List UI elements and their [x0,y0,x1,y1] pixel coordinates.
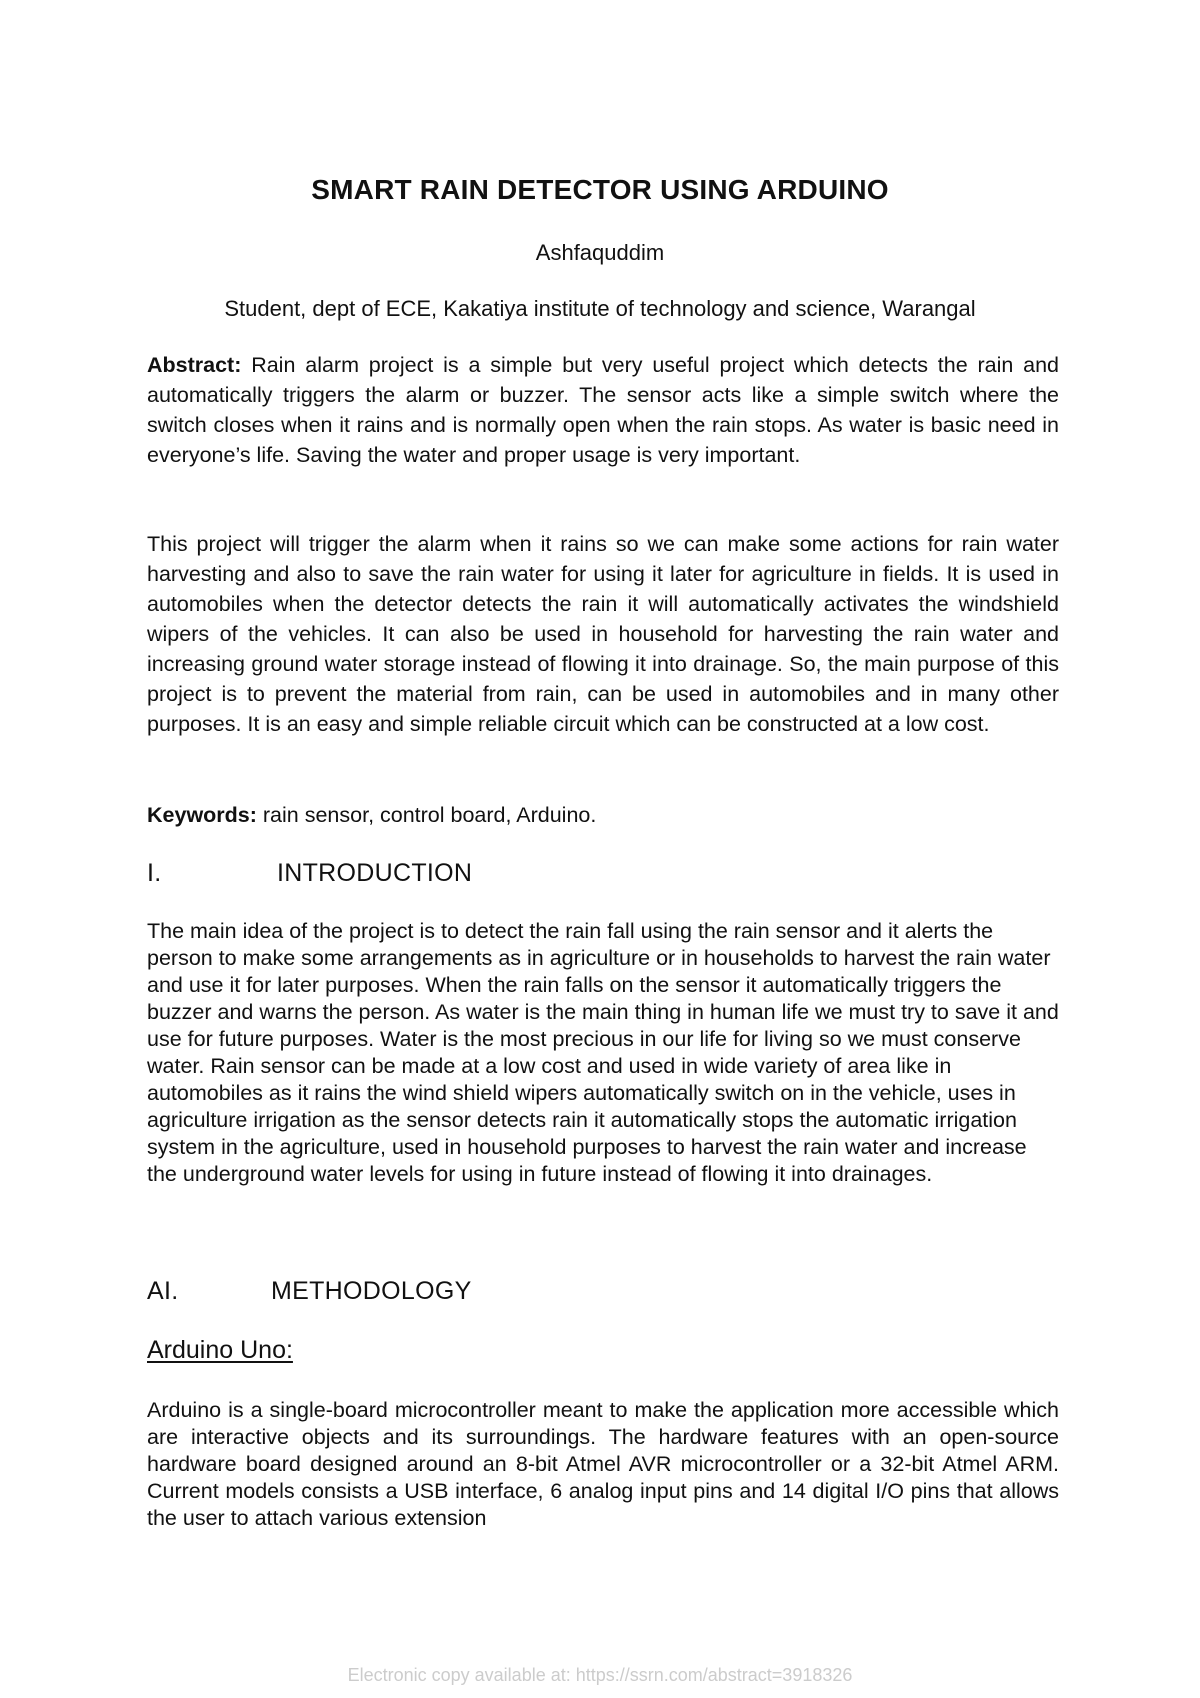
abstract-paragraph [147,350,1059,470]
author-affiliation: Student, dept of ECE, Kakatiya institute of technology and science, Warangal [224,296,976,321]
section-title: INTRODUCTION [277,859,473,887]
section-heading-introduction [147,859,472,888]
section-number: I. [147,859,162,887]
ssrn-footer: Electronic copy available at: https://ssrn.com/abstract=3918326 [347,1665,853,1685]
section-title: METHODOLOGY [271,1277,472,1305]
author-name: Ashfaquddim [535,240,665,265]
keywords-paragraph [147,800,1059,830]
keywords-text: rain sensor, control board, Arduino. [256,803,597,827]
abstract-paragraph-2: This project will trigger the alarm when it rains so we can make some actions for rain water harvesting and also to save the rain water for using it later for agriculture in fields. It is used in automobiles when the detector detects the rain it will automatically activates the windshield wipers of the vehicles. It can also be used in household for harvesting the rain water and increasing ground water storage instead of flowing it into drainage. So, the main purpose of this project is to prevent the material from rain, can be used in automobiles and in many other purposes. It is an easy and simple reliable circuit which can be constructed at a low cost. [147,532,1059,736]
subheading-arduino-uno: Arduino Uno: [147,1336,293,1364]
introduction-paragraph: The main idea of the project is to detect the rain fall using the rain sensor and it alerts the person to make some arrangements as in agriculture or in households to harvest the rain water and use it for later purposes. When the rain falls on the sensor it automatically triggers the buzzer and warns the person. As water is the main thing in human life we must try to save it and use for future purposes. Water is the most precious in our life for living so we must conserve water. Rain sensor can be made at a low cost and used in wide variety of area like in automobiles as it rains the wind shield wipers automatically switch on in the vehicle, uses in agriculture irrigation as the sensor detects rain it automatically stops the automatic irrigation system in the agriculture, used in household purposes to harvest the rain water and increase the underground water levels for using in future instead of flowing it into drainages. [147,919,1059,1186]
keywords-label: Keywords: [147,803,257,827]
abstract-label: Abstract: [147,353,242,377]
abstract-text: Rain alarm project is a simple but very useful project which detects the rain and automatically triggers the alarm or buzzer. The sensor acts like a simple switch where the switch closes when it rains and is normally open when the rain stops. As water is basic need in everyone’s life. Saving the water and proper usage is very important. [147,353,1059,467]
paper-title: SMART RAIN DETECTOR USING ARDUINO [311,174,889,205]
section-heading-methodology [147,1277,472,1306]
section-number: AI. [147,1277,179,1305]
arduino-paragraph: Arduino is a single-board microcontroller meant to make the application more accessible which are interactive objects and its surroundings. The hardware features with an open-source hardware board designed around an 8-bit Atmel AVR microcontroller or a 32-bit Atmel ARM. Current models consists a USB interface, 6 analog input pins and 14 digital I/O pins that allows the user to attach various extension [147,1398,1059,1530]
